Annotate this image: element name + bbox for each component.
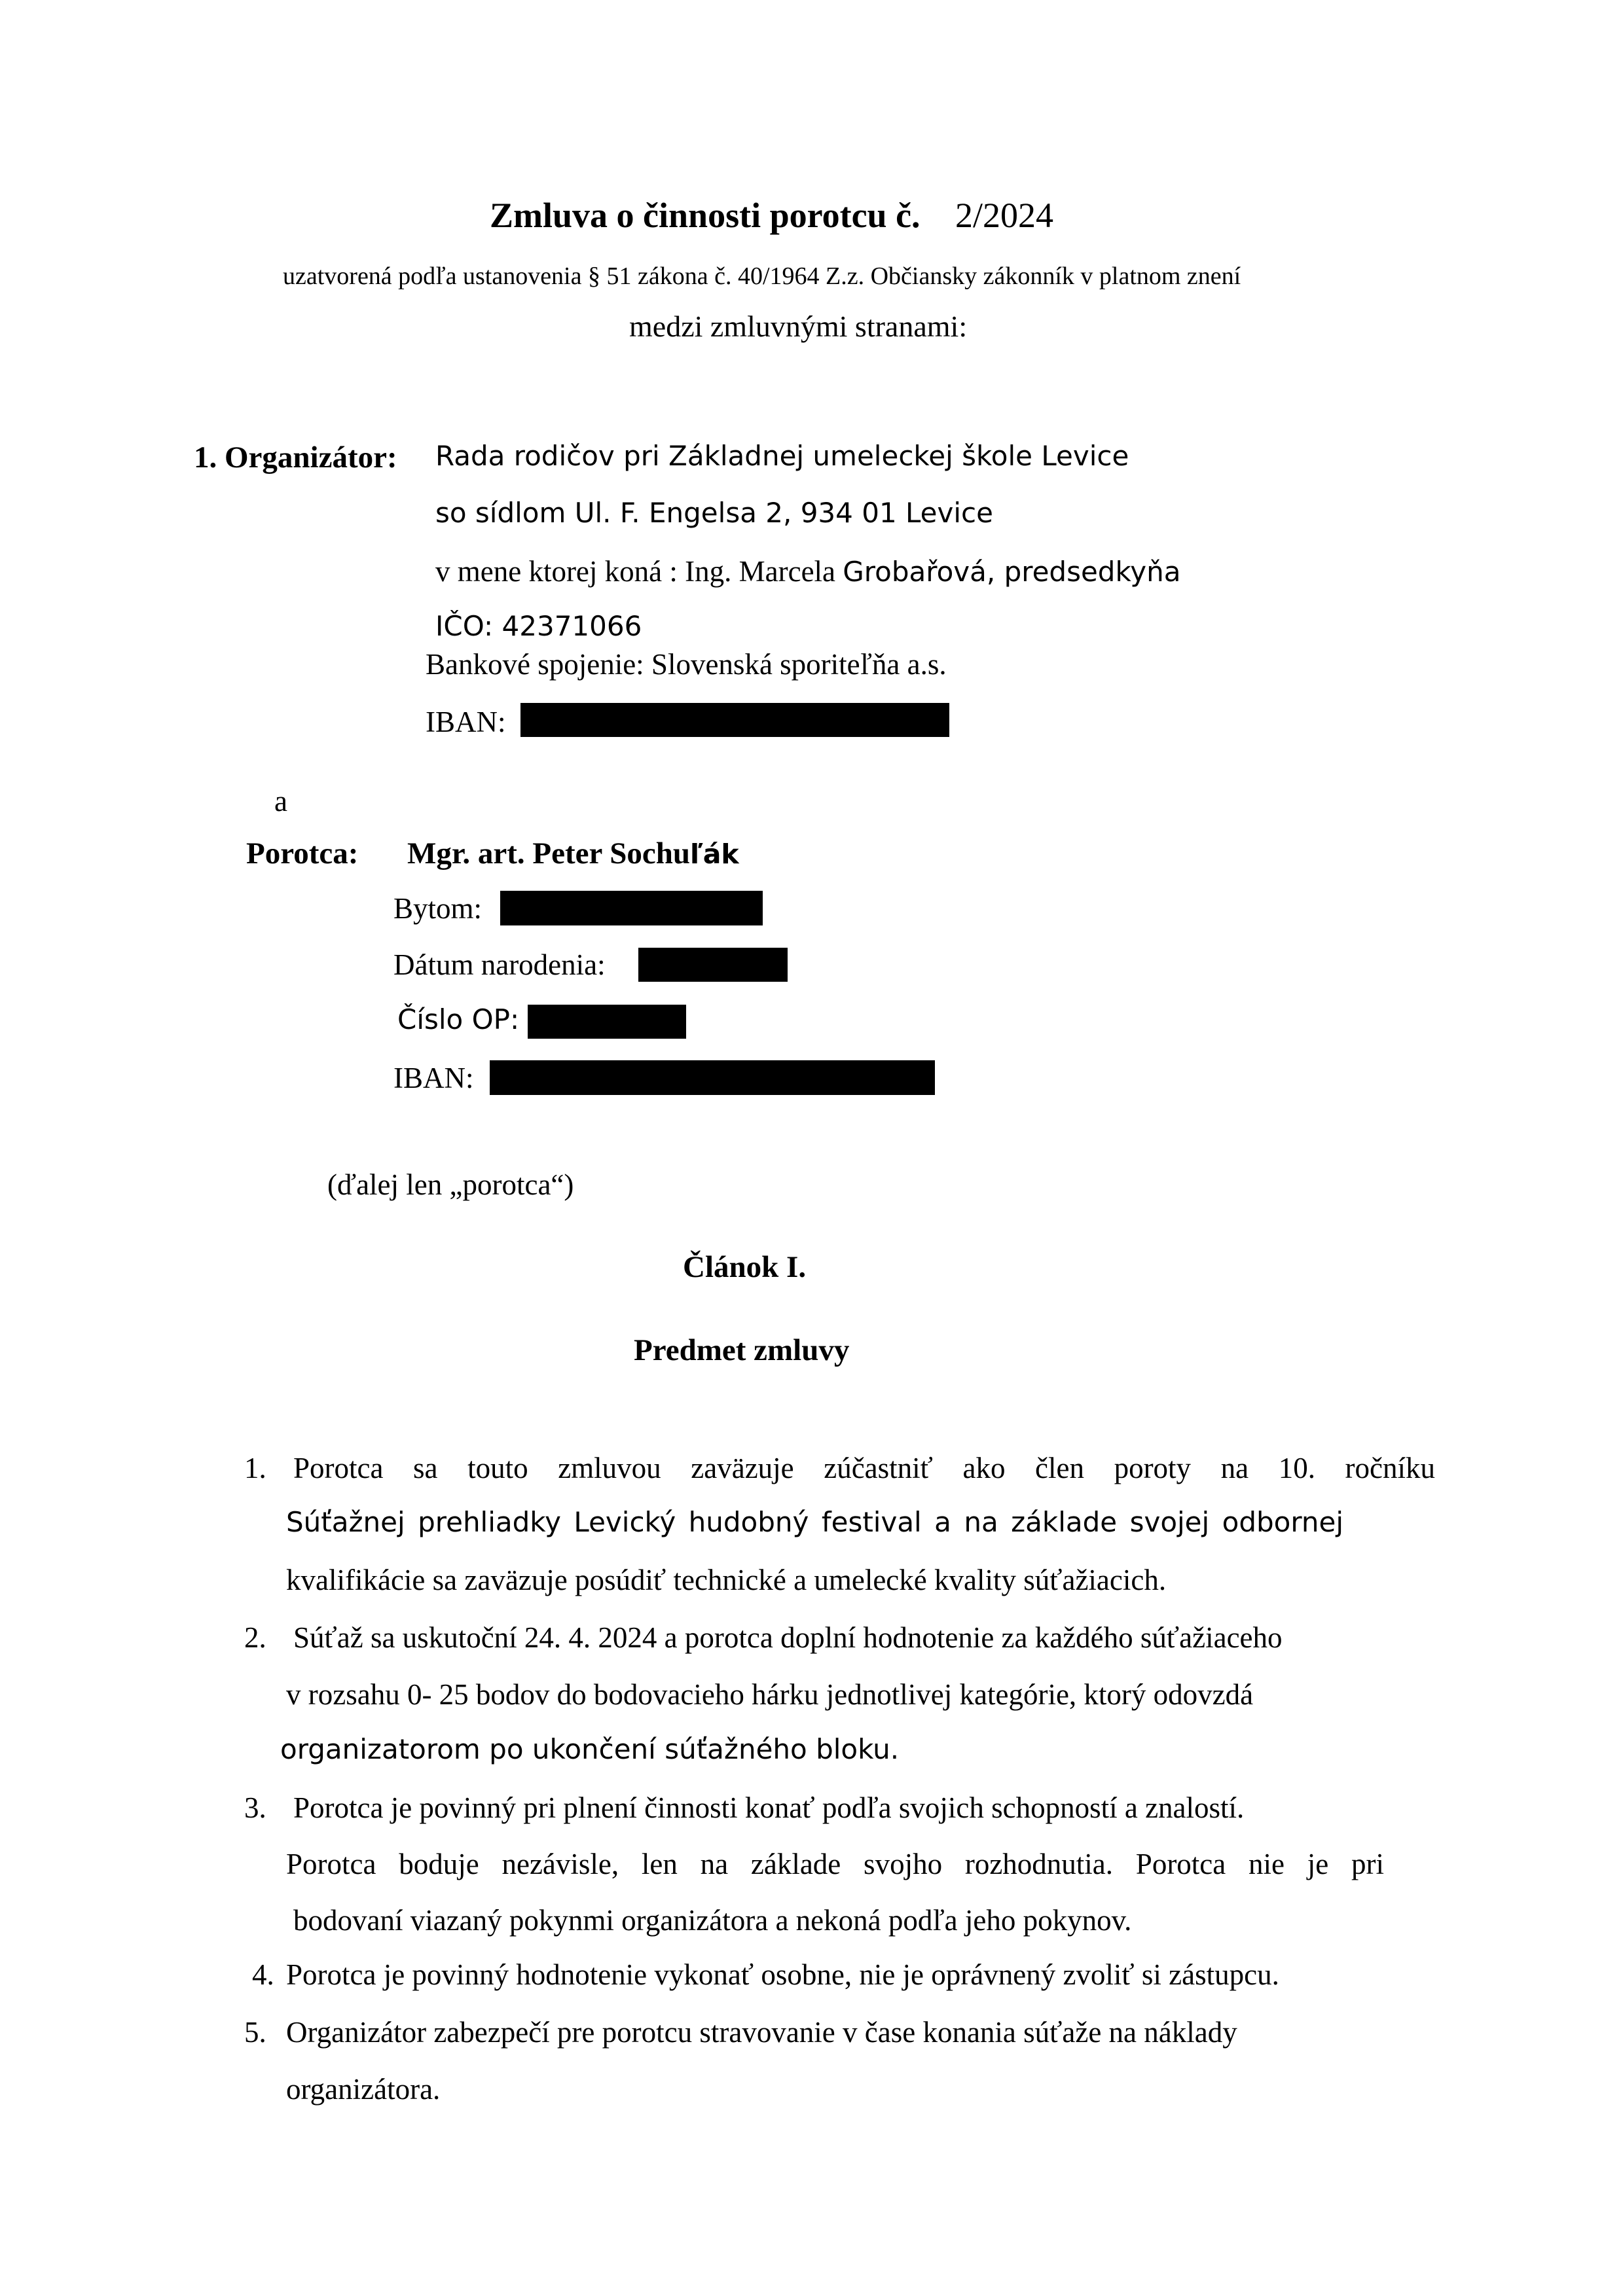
clause-line: Súťažnej prehliadky Levický hudobný festival a na základe svojej odbornej xyxy=(286,1506,1343,1538)
juror-name-prefix: Mgr. art. Peter Sochu xyxy=(407,836,691,870)
juror-iban-label: IBAN: xyxy=(393,1062,474,1094)
juror-alias: (ďalej len „porotca“) xyxy=(327,1168,574,1201)
clause-line: Organizátor zabezpečí pre porotcu stravovanie v čase konania súťaže na náklady xyxy=(286,2016,1237,2049)
clause-number: 4. xyxy=(252,1958,274,1991)
contract-title-text: Zmluva o činnosti porotcu č. xyxy=(490,196,921,235)
parties-intro: medzi zmluvnými stranami: xyxy=(629,310,968,343)
clause-line: bodovaní viazaný pokynmi organizátora a nekoná podľa jeho pokynov. xyxy=(293,1904,1132,1937)
article-number: Článok I. xyxy=(683,1250,807,1284)
juror-birthdate-label: Dátum narodenia: xyxy=(393,948,606,981)
clause-line: v rozsahu 0- 25 bodov do bodovacieho hárku jednotlivej kategórie, ktorý odovzdá xyxy=(286,1678,1254,1711)
juror-name-suffix: ľák xyxy=(690,838,739,870)
organizer-ico: IČO: 42371066 xyxy=(435,610,642,642)
juror-id-redacted xyxy=(528,1005,686,1039)
clause-line: Porotca je povinný hodnotenie vykonať osobne, nie je oprávnený zvoliť si zástupcu. xyxy=(286,1958,1279,1991)
organizer-label: 1. Organizátor: xyxy=(194,440,397,475)
juror-id-label: Číslo OP: xyxy=(397,1003,520,1035)
clause-line: Porotca sa touto zmluvou zaväzuje zúčastniť ako člen poroty na 10. ročníku xyxy=(293,1452,1435,1484)
clause-line: organizátora. xyxy=(286,2073,441,2106)
juror-address-label: Bytom: xyxy=(393,892,483,925)
clause-number: 3. xyxy=(244,1791,266,1824)
clause-number: 1. xyxy=(244,1452,266,1484)
juror-name xyxy=(407,838,739,869)
legal-basis: uzatvorená podľa ustanovenia § 51 zákona č. 40/1964 Z.z. Občiansky zákonník v platnom znení xyxy=(283,262,1241,290)
juror-birthdate-redacted xyxy=(638,948,788,982)
conjunction: a xyxy=(274,785,287,817)
organizer-representative xyxy=(435,557,1181,586)
organizer-iban-label: IBAN: xyxy=(426,706,506,738)
clause-line: Porotca boduje nezávisle, len na základe svojho rozhodnutia. Porotca nie je pri xyxy=(286,1848,1384,1880)
representative-suffix: Grobařová, predsedkyňa xyxy=(843,556,1181,588)
clause-line: Súťaž sa uskutoční 24. 4. 2024 a porotca doplní hodnotenie za každého súťažiaceho xyxy=(293,1621,1283,1654)
organizer-seat: so sídlom Ul. F. Engelsa 2, 934 01 Levice xyxy=(435,497,993,529)
contract-number: 2/2024 xyxy=(955,196,1054,235)
organizer-name: Rada rodičov pri Základnej umeleckej škole Levice xyxy=(435,440,1129,472)
juror-address-redacted xyxy=(500,891,763,925)
juror-label: Porotca: xyxy=(246,836,359,870)
clause-number: 5. xyxy=(244,2016,266,2049)
clause-number: 2. xyxy=(244,1621,266,1654)
article-title: Predmet zmluvy xyxy=(634,1333,850,1367)
organizer-iban-redacted xyxy=(520,703,949,737)
juror-iban-redacted xyxy=(490,1060,935,1095)
organizer-bank: Bankové spojenie: Slovenská sporiteľňa a.s. xyxy=(426,648,947,681)
contract-title xyxy=(490,198,1053,233)
clause-line: organizatorom po ukončení súťažného bloku. xyxy=(280,1733,900,1765)
clause-line: Porotca je povinný pri plnení činnosti konať podľa svojich schopností a znalostí. xyxy=(293,1791,1245,1824)
representative-prefix: v mene ktorej koná : Ing. Marcela xyxy=(435,555,836,588)
clause-line: kvalifikácie sa zaväzuje posúdiť technické a umelecké kvality súťažiacich. xyxy=(286,1564,1167,1596)
